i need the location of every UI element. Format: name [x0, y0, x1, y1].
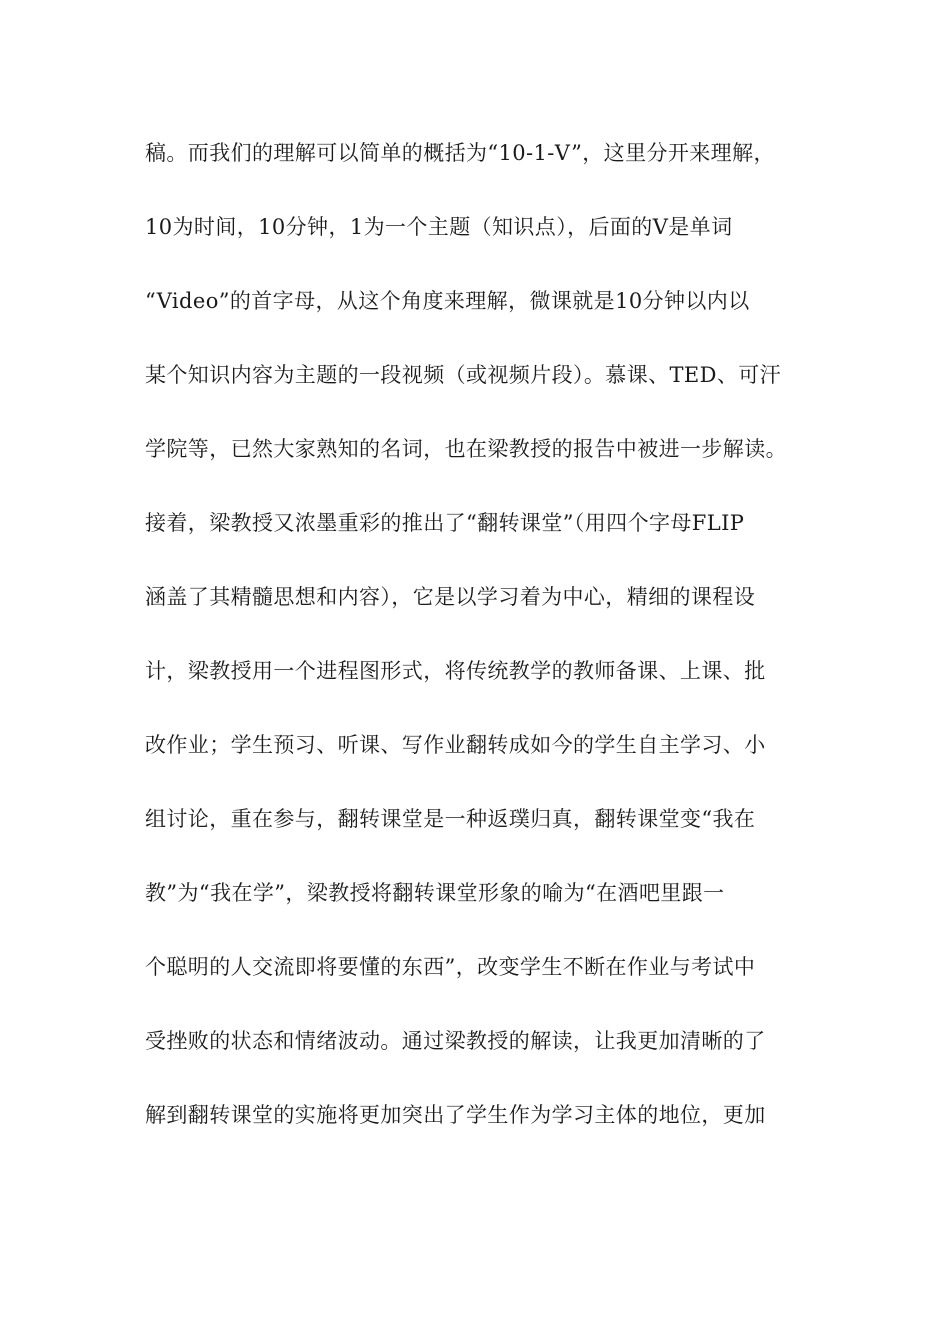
text-line-4: 某个知识内容为主题的一段视频（或视频片段）。慕课、TED、可汗: [145, 363, 782, 387]
text-line-14: 解到翻转课堂的实施将更加突出了学生作为学习主体的地位，更加: [145, 1103, 766, 1127]
text-line-10: 组讨论，重在参与，翻转课堂是一种返璞归真，翻转课堂变“我在: [145, 807, 756, 831]
text-line-6: 接着，梁教授又浓墨重彩的推出了“翻转课堂”（用四个字母FLIP: [145, 511, 745, 535]
body-paragraph: [145, 131, 825, 1167]
text-line-7: 涵盖了其精髓思想和内容），它是以学习着为中心，精细的课程设: [145, 585, 756, 609]
text-line-8: 计，梁教授用一个进程图形式，将传统教学的教师备课、上课、批: [145, 659, 766, 683]
text-line-3: “Video”的首字母，从这个角度来理解，微课就是10分钟以内以: [145, 289, 750, 313]
text-line-5: 学院等，已然大家熟知的名词，也在梁教授的报告中被进一步解读。: [145, 437, 787, 461]
text-line-1: 稿。而我们的理解可以简单的概括为“10-1-V”，这里分开来理解，: [145, 141, 775, 165]
text-line-2: 10为时间，10分钟，1为一个主题（知识点），后面的V是单词: [145, 215, 733, 239]
text-line-11: 教”为“我在学”，梁教授将翻转课堂形象的喻为“在酒吧里跟一: [145, 881, 725, 905]
text-line-13: 受挫败的状态和情绪波动。通过梁教授的解读，让我更加清晰的了: [145, 1029, 766, 1053]
text-line-9: 改作业；学生预习、听课、写作业翻转成如今的学生自主学习、小: [145, 733, 766, 757]
text-line-12: 个聪明的人交流即将要懂的东西”，改变学生不断在作业与考试中: [145, 955, 756, 979]
